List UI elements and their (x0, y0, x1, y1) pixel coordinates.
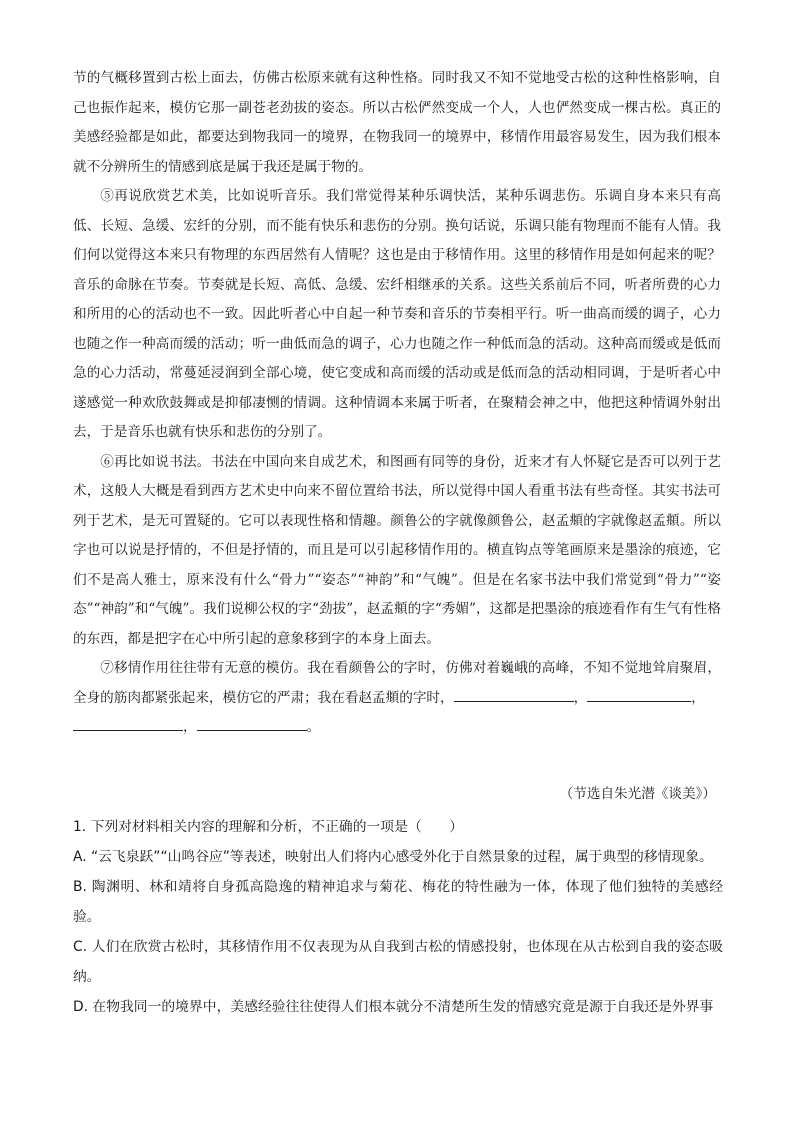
option-b[interactable]: B. 陶渊明、林和靖将自身孤高隐逸的精神追求与菊花、梅花的特性融为一体，体现了他们独特的美感经验。 (73, 879, 723, 925)
blank-separator-1: ， (573, 689, 588, 706)
question-block (73, 812, 723, 1022)
paragraph-7-text: ⑦移情作用往往带有无意的模仿。我在看颜鲁公的字时，仿佛对着巍峨的高峰，不知不觉地耸肩聚眉，全身的筋肉都紧张起来，模仿它的严肃；我在看赵孟頫的字时， (73, 660, 721, 706)
fill-blank-3[interactable] (73, 716, 183, 731)
blank-separator-3: ， (183, 719, 197, 735)
paragraph-7 (73, 654, 721, 743)
paragraph-5: ⑤再说欣赏艺术美，比如说听音乐。我们常觉得某种乐调快活，某种乐调悲伤。乐调自身本来只有高低、长短、急缓、宏纤的分别，而不能有快乐和悲伤的分别。换句话说，乐调只能有物理而不能有人情。我们何以觉得这本来只有物理的东西居然有人情呢？这也是由于移情作用。这里的移情作用是如何起来的呢？音乐的命脉在节奏。节奏就是长短、高低、急缓、宏纤相继承的关系。这些关系前后不同，听者所费的心力和所用的心的活动也不一致。因此听者心中自起一种节奏和音乐的节奏相平行。听一曲高而缓的调子，心力也随之作一种高而缓的活动；听一曲低而急的调子，心力也随之作一种低而急的活动。这种高而缓或是低而急的心力活动，常蔓延浸润到全部心境，使它变成和高而缓的活动或是低而急的活动相同调，于是听者心中遂感觉一种欢欣鼓舞或是抑郁凄恻的情调。这种情调本来属于听者，在聚精会神之中，他把这种情调外射出去，于是音乐也就有快乐和悲伤的分别了。 (73, 188, 721, 440)
reading-passage (73, 64, 721, 743)
blank-separator-2: ， (691, 689, 705, 706)
fill-blank-4[interactable] (197, 716, 307, 731)
source-citation: （节选自朱光潜《谈美》） (559, 786, 716, 802)
option-c[interactable]: C. 人们在欣赏古松时，其移情作用不仅表现为从自我到古松的情感投射，也体现在从古松到自我的姿态吸纳。 (73, 939, 723, 985)
option-a[interactable]: A. “云飞泉跃”“山鸣谷应”等表述，映射出人们将内心感受外化于自然景象的过程，属于典型的移情现象。 (73, 849, 713, 865)
question-1-stem: 1. 下列对材料相关内容的理解和分析，不正确的一项是（ ） (73, 819, 464, 835)
fill-blank-2[interactable] (587, 686, 691, 701)
option-d[interactable]: D. 在物我同一的境界中，美感经验往往使得人们根本就分不清楚所生发的情感究竟是源于自我还是外界事 (73, 999, 714, 1015)
blank-end: 。 (306, 719, 321, 735)
paragraph-continued: 节的气概移置到古松上面去，仿佛古松原来就有这种性格。同时我又不知不觉地受古松的这种性格影响，自己也振作起来，模仿它那一副苍老劲拔的姿态。所以古松俨然变成一个人，人也俨然变成一棵古松。真正的美感经验都是如此，都要达到物我同一的境界，在物我同一的境界中，移情作用最容易发生，因为我们根本就不分辨所生的情感到底是属于我还是属于物的。 (73, 70, 721, 175)
fill-blank-1[interactable] (454, 686, 574, 701)
paragraph-6: ⑥再比如说书法。书法在中国向来自成艺术，和图画有同等的身份，近来才有人怀疑它是否可以列于艺术，这般人大概是看到西方艺术史中向来不留位置给书法，所以觉得中国人看重书法有些奇怪。其实书法可列于艺术，是无可置疑的。它可以表现性格和情趣。颜鲁公的字就像颜鲁公，赵孟頫的字就像赵孟頫。所以字也可以说是抒情的，不但是抒情的，而且是可以引起移情作用的。横直钩点等笔画原来是墨涂的痕迹，它们不是高人雅士，原来没有什么“骨力”“姿态”“神韵”和“气魄”。但是在名家书法中我们常觉到“骨力”“姿态”“神韵”和“气魄”。我们说柳公权的字“劲拔”，赵孟頫的字“秀媚”，这都是把墨涂的痕迹看作有生气有性格的东西，都是把字在心中所引起的意象移到字的本身上面去。 (73, 453, 721, 647)
